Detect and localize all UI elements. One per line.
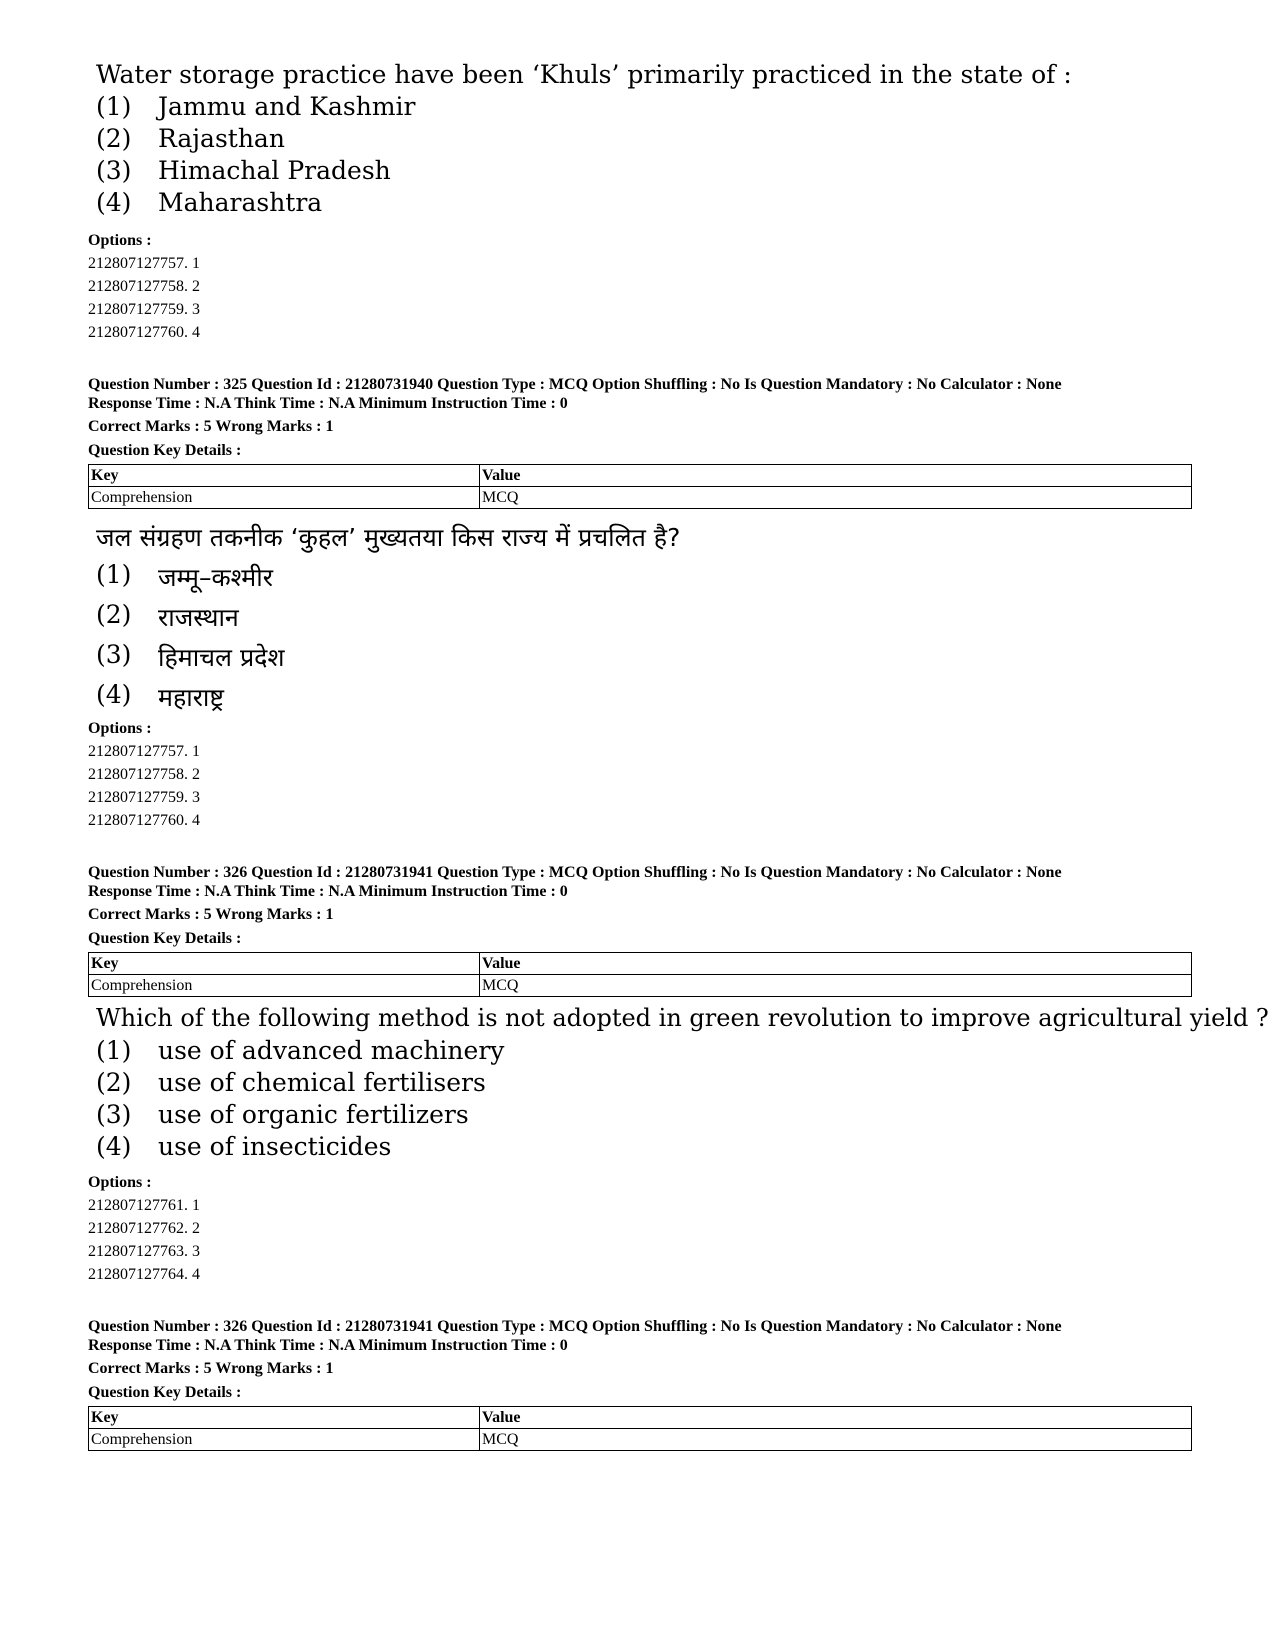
option-id: 212807127761. 1 bbox=[88, 1197, 200, 1214]
question-text: Water storage practice have been ‘Khuls’ primarily practiced in the state of : bbox=[96, 60, 1072, 89]
question-meta-line: Question Number : 326 Question Id : 21280731941 Question Type : MCQ Option Shuffling : No Is Question Mandatory : No Calculator : None bbox=[88, 1318, 1062, 1335]
marks-line: Correct Marks : 5 Wrong Marks : 1 bbox=[88, 906, 334, 923]
option-id: 212807127759. 3 bbox=[88, 301, 200, 318]
key-details-label: Question Key Details : bbox=[88, 442, 242, 459]
option-id: 212807127762. 2 bbox=[88, 1220, 200, 1237]
key-cell: Comprehension bbox=[89, 1429, 480, 1451]
option-id: 212807127758. 2 bbox=[88, 278, 200, 295]
question-meta-line: Question Number : 325 Question Id : 21280731940 Question Type : MCQ Option Shuffling : No Is Question Mandatory : No Calculator : None bbox=[88, 376, 1062, 393]
question-meta-line: Response Time : N.A Think Time : N.A Minimum Instruction Time : 0 bbox=[88, 395, 568, 412]
options-label: Options : bbox=[88, 1174, 152, 1191]
value-cell: MCQ bbox=[480, 975, 1192, 997]
key-value-table bbox=[88, 1406, 1192, 1451]
key-header: Key bbox=[89, 953, 480, 975]
options-label: Options : bbox=[88, 232, 152, 249]
question-meta-line: Question Number : 326 Question Id : 21280731941 Question Type : MCQ Option Shuffling : No Is Question Mandatory : No Calculator : None bbox=[88, 864, 1062, 881]
option-id: 212807127759. 3 bbox=[88, 789, 200, 806]
value-cell: MCQ bbox=[480, 487, 1192, 509]
question-meta-line: Response Time : N.A Think Time : N.A Minimum Instruction Time : 0 bbox=[88, 883, 568, 900]
option-id: 212807127757. 1 bbox=[88, 255, 200, 272]
key-value-table bbox=[88, 952, 1192, 997]
key-header: Key bbox=[89, 465, 480, 487]
key-header: Key bbox=[89, 1407, 480, 1429]
value-header: Value bbox=[480, 953, 1192, 975]
marks-line: Correct Marks : 5 Wrong Marks : 1 bbox=[88, 418, 334, 435]
options-label: Options : bbox=[88, 720, 152, 737]
option-id: 212807127757. 1 bbox=[88, 743, 200, 760]
value-header: Value bbox=[480, 465, 1192, 487]
question-text: Which of the following method is not adopted in green revolution to improve agricultural yield ? bbox=[96, 1004, 1269, 1032]
key-details-label: Question Key Details : bbox=[88, 1384, 242, 1401]
option-id: 212807127760. 4 bbox=[88, 324, 200, 341]
question-meta-line: Response Time : N.A Think Time : N.A Minimum Instruction Time : 0 bbox=[88, 1337, 568, 1354]
option-id: 212807127763. 3 bbox=[88, 1243, 200, 1260]
key-cell: Comprehension bbox=[89, 975, 480, 997]
option-id: 212807127764. 4 bbox=[88, 1266, 200, 1283]
value-header: Value bbox=[480, 1407, 1192, 1429]
question-text-hindi: जल संग्रहण तकनीक ‘कुहल’ मुख्यतया किस राज्य में प्रचलित है? bbox=[96, 523, 681, 552]
option-id: 212807127758. 2 bbox=[88, 766, 200, 783]
key-details-label: Question Key Details : bbox=[88, 930, 242, 947]
marks-line: Correct Marks : 5 Wrong Marks : 1 bbox=[88, 1360, 334, 1377]
key-cell: Comprehension bbox=[89, 487, 480, 509]
value-cell: MCQ bbox=[480, 1429, 1192, 1451]
option-id: 212807127760. 4 bbox=[88, 812, 200, 829]
key-value-table bbox=[88, 464, 1192, 509]
